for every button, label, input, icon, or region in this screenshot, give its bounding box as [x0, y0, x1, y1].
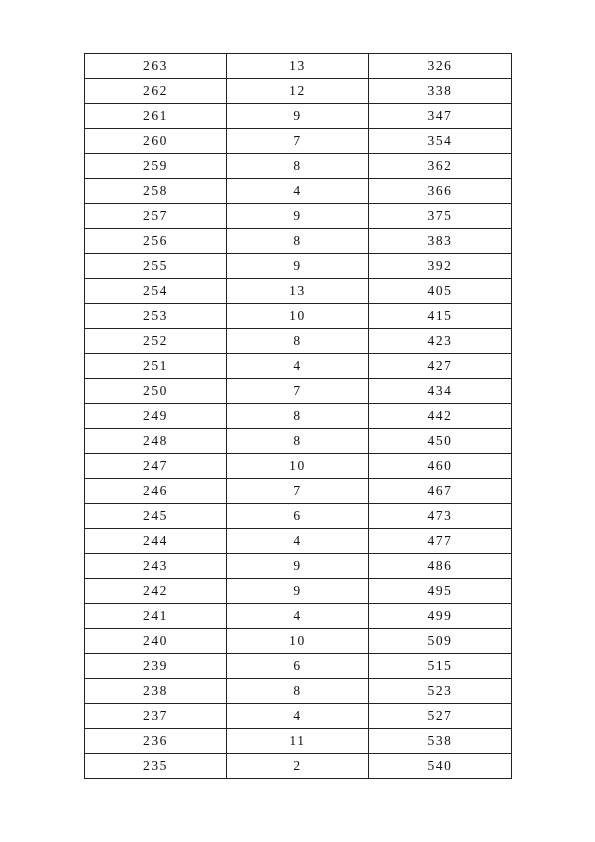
count-cell: 9: [227, 204, 369, 229]
cumulative-cell: 523: [369, 679, 512, 704]
score-cell: 259: [85, 154, 227, 179]
table-row: [85, 629, 512, 654]
count-cell: 9: [227, 104, 369, 129]
table-row: [85, 479, 512, 504]
cumulative-cell: 509: [369, 629, 512, 654]
count-cell: 8: [227, 679, 369, 704]
table-row: [85, 154, 512, 179]
cumulative-cell: 499: [369, 604, 512, 629]
score-cell: 256: [85, 229, 227, 254]
score-cell: 239: [85, 654, 227, 679]
table-row: [85, 354, 512, 379]
table-row: [85, 104, 512, 129]
table-row: [85, 604, 512, 629]
table-row: [85, 654, 512, 679]
count-cell: 7: [227, 479, 369, 504]
score-cell: 249: [85, 404, 227, 429]
score-cell: 235: [85, 754, 227, 779]
count-cell: 7: [227, 379, 369, 404]
cumulative-cell: 354: [369, 129, 512, 154]
table-row: [85, 679, 512, 704]
cumulative-cell: 467: [369, 479, 512, 504]
table-row: [85, 54, 512, 79]
cumulative-cell: 383: [369, 229, 512, 254]
table-row: [85, 554, 512, 579]
score-cell: 242: [85, 579, 227, 604]
count-cell: 8: [227, 429, 369, 454]
cumulative-cell: 540: [369, 754, 512, 779]
table-row: [85, 254, 512, 279]
table-row: [85, 704, 512, 729]
score-cell: 250: [85, 379, 227, 404]
cumulative-cell: 477: [369, 529, 512, 554]
cumulative-cell: 362: [369, 154, 512, 179]
score-cell: 263: [85, 54, 227, 79]
table-row: [85, 129, 512, 154]
table-row: [85, 329, 512, 354]
table-row: [85, 729, 512, 754]
cumulative-cell: 450: [369, 429, 512, 454]
cumulative-cell: 515: [369, 654, 512, 679]
count-cell: 6: [227, 654, 369, 679]
cumulative-cell: 415: [369, 304, 512, 329]
score-cell: 248: [85, 429, 227, 454]
table-row: [85, 179, 512, 204]
table-row: [85, 79, 512, 104]
cumulative-cell: 527: [369, 704, 512, 729]
count-cell: 4: [227, 529, 369, 554]
count-cell: 4: [227, 354, 369, 379]
table-row: [85, 529, 512, 554]
score-cell: 246: [85, 479, 227, 504]
cumulative-cell: 347: [369, 104, 512, 129]
score-cell: 258: [85, 179, 227, 204]
score-cell: 240: [85, 629, 227, 654]
table-row: [85, 304, 512, 329]
cumulative-cell: 366: [369, 179, 512, 204]
cumulative-cell: 423: [369, 329, 512, 354]
count-cell: 11: [227, 729, 369, 754]
score-distribution-table: [84, 53, 512, 779]
score-cell: 261: [85, 104, 227, 129]
score-cell: 247: [85, 454, 227, 479]
cumulative-cell: 392: [369, 254, 512, 279]
score-cell: 236: [85, 729, 227, 754]
table-row: [85, 204, 512, 229]
score-cell: 254: [85, 279, 227, 304]
cumulative-cell: 473: [369, 504, 512, 529]
count-cell: 8: [227, 229, 369, 254]
cumulative-cell: 427: [369, 354, 512, 379]
score-cell: 252: [85, 329, 227, 354]
cumulative-cell: 326: [369, 54, 512, 79]
count-cell: 7: [227, 129, 369, 154]
score-cell: 257: [85, 204, 227, 229]
score-cell: 241: [85, 604, 227, 629]
cumulative-cell: 495: [369, 579, 512, 604]
count-cell: 4: [227, 704, 369, 729]
count-cell: 9: [227, 554, 369, 579]
count-cell: 9: [227, 579, 369, 604]
table-row: [85, 404, 512, 429]
cumulative-cell: 405: [369, 279, 512, 304]
score-cell: 238: [85, 679, 227, 704]
count-cell: 13: [227, 279, 369, 304]
cumulative-cell: 338: [369, 79, 512, 104]
cumulative-cell: 375: [369, 204, 512, 229]
count-cell: 10: [227, 629, 369, 654]
count-cell: 2: [227, 754, 369, 779]
score-cell: 237: [85, 704, 227, 729]
count-cell: 4: [227, 179, 369, 204]
count-cell: 10: [227, 454, 369, 479]
table-row: [85, 454, 512, 479]
count-cell: 13: [227, 54, 369, 79]
cumulative-cell: 434: [369, 379, 512, 404]
count-cell: 9: [227, 254, 369, 279]
score-cell: 262: [85, 79, 227, 104]
table-row: [85, 754, 512, 779]
score-cell: 245: [85, 504, 227, 529]
count-cell: 8: [227, 404, 369, 429]
table-row: [85, 429, 512, 454]
count-cell: 10: [227, 304, 369, 329]
count-cell: 12: [227, 79, 369, 104]
table-body: [85, 54, 512, 779]
table-row: [85, 379, 512, 404]
table-row: [85, 579, 512, 604]
cumulative-cell: 486: [369, 554, 512, 579]
score-cell: 244: [85, 529, 227, 554]
table-row: [85, 229, 512, 254]
count-cell: 8: [227, 154, 369, 179]
cumulative-cell: 442: [369, 404, 512, 429]
count-cell: 6: [227, 504, 369, 529]
table-row: [85, 279, 512, 304]
score-cell: 253: [85, 304, 227, 329]
count-cell: 4: [227, 604, 369, 629]
score-cell: 260: [85, 129, 227, 154]
score-cell: 251: [85, 354, 227, 379]
count-cell: 8: [227, 329, 369, 354]
score-cell: 243: [85, 554, 227, 579]
cumulative-cell: 538: [369, 729, 512, 754]
cumulative-cell: 460: [369, 454, 512, 479]
score-cell: 255: [85, 254, 227, 279]
table-row: [85, 504, 512, 529]
